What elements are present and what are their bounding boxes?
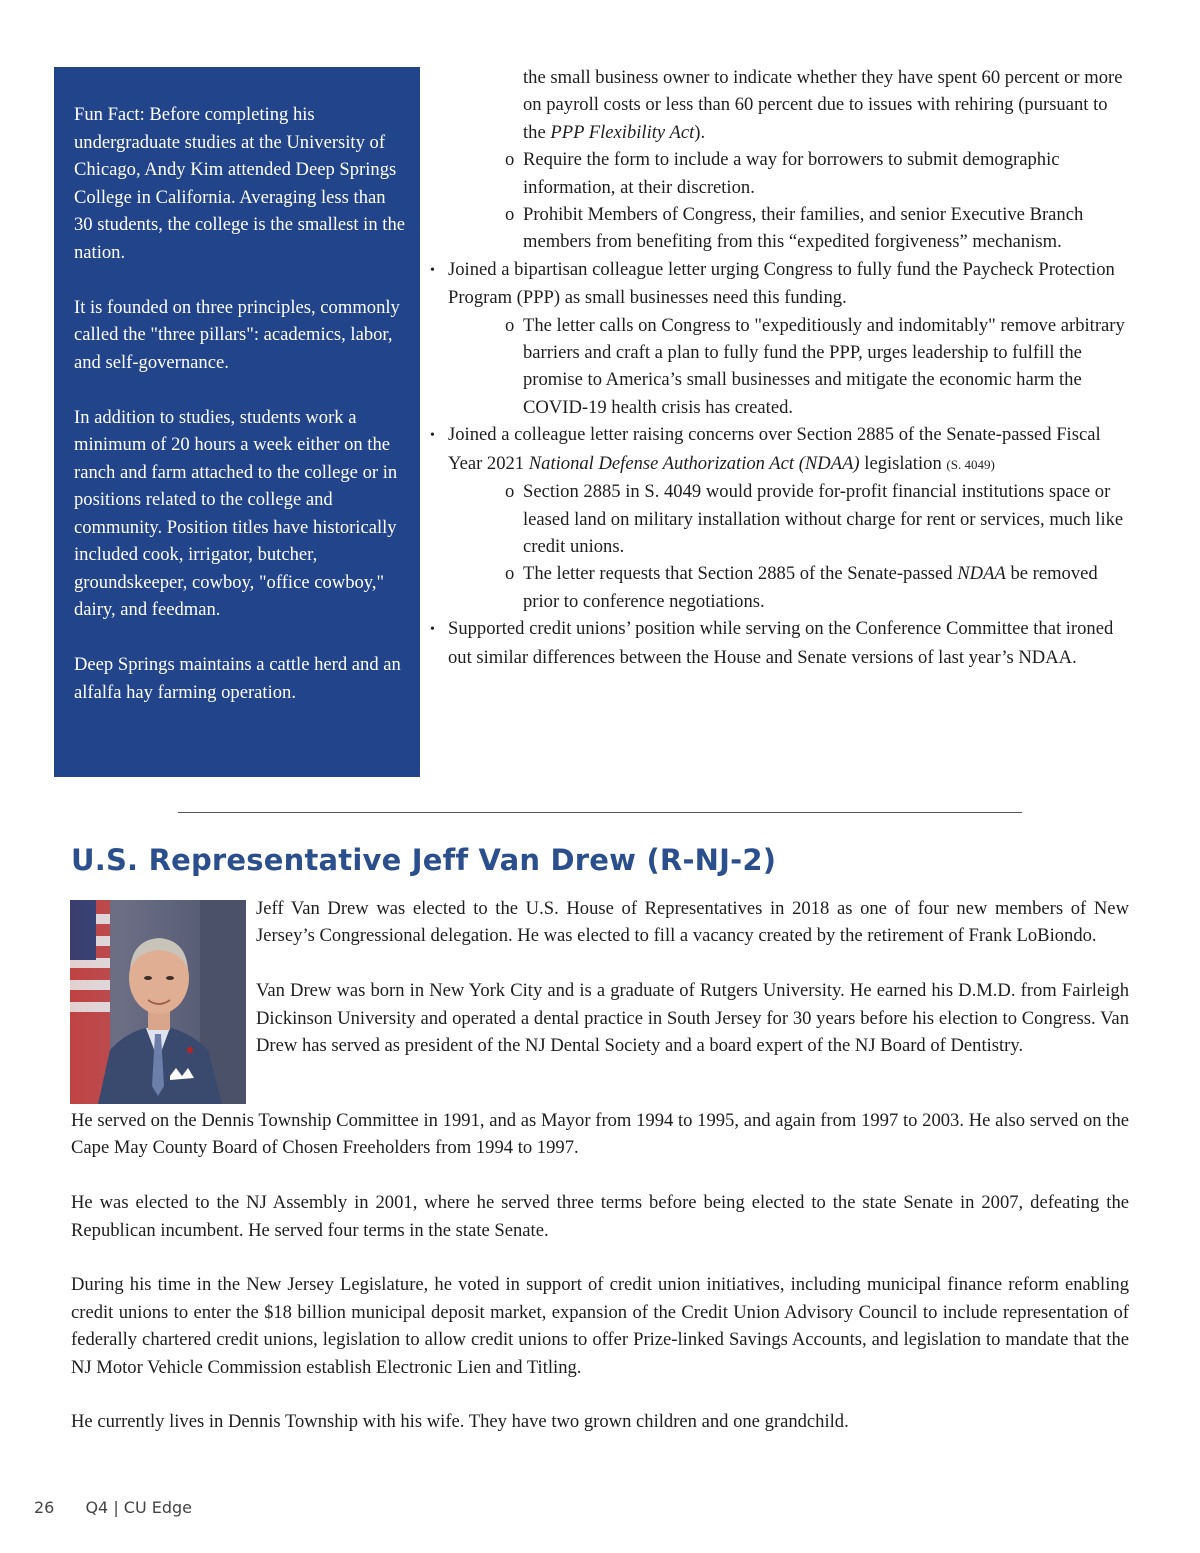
sidebar-paragraph: Deep Springs maintains a cattle herd and an alfalfa hay farming operation. <box>74 654 401 703</box>
bio-paragraph: Jeff Van Drew was elected to the U.S. House of Representatives in 2018 as one of four new members of New Jersey’s Congressional delegation. He was elected to fill a vacancy created by the retirement of Frank LoBiondo. <box>256 898 1129 947</box>
sidebar-paragraph: It is founded on three principles, commonly called the "three pillars": academics, labor, and self-governance. <box>74 296 400 373</box>
sub-bullet-text: the small business owner to indicate whether they have spent 60 percent or more on payroll costs or less than 60 percent due to issues with rehiring (pursuant to the <box>523 67 1123 143</box>
bullet-item <box>430 256 1130 312</box>
section-heading: U.S. Representative Jeff Van Drew (R-NJ-2) <box>71 843 777 877</box>
sub-bullet <box>430 560 1130 615</box>
sub-bullet-text: Section 2885 in S. 4049 would provide for-profit financial institutions space or leased land on military installation without charge for rent or services, much like credit unions. <box>523 481 1124 557</box>
sub-bullet-marker: o <box>505 563 515 585</box>
bullet-text: Supported credit unions’ position while serving on the Conference Committee that ironed out similar differences between the House and Senate versions of last year’s NDAA. <box>448 618 1114 668</box>
sub-bullet-marker: o <box>505 204 515 226</box>
sub-bullet-text: The letter requests that Section 2885 of the Senate-passed <box>523 563 958 585</box>
sub-bullet-text-end: ). <box>694 121 706 143</box>
bullet-italic: National Defense Authorization Act (NDAA) <box>528 452 860 474</box>
bullet-marker: • <box>430 622 435 638</box>
sidebar-paragraph: In addition to studies, students work a minimum of 20 hours a week either on the ranch and farm attached to the college or in positions related to the college and community. Position titles have historically included cook, irrigator, butcher, groundskeeper, cowboy, "office cowboy," dairy, and feedman. <box>74 406 398 620</box>
bullet-text: legislation <box>859 452 947 474</box>
sidebar-paragraph: Fun Fact: Before completing his undergraduate studies at the University of Chicago, Andy Kim attended Deep Springs College in California. Averaging less than 30 students, the college is the smallest in the nation. <box>74 104 406 263</box>
sub-bullet-text: Prohibit Members of Congress, their families, and senior Executive Branch members from benefiting from this “expedited forgiveness” mechanism. <box>523 204 1084 253</box>
publication-name: Q4 | CU Edge <box>85 1498 193 1517</box>
bullet-text: Joined a colleague letter raising concerns over Section 2885 of the Senate-passed Fiscal Year 2021 <box>448 424 1101 474</box>
sub-bullet-marker: o <box>505 481 515 503</box>
sub-bullet-text: be removed prior to conference negotiations. <box>523 563 1098 612</box>
fun-fact-sidebar <box>54 67 420 777</box>
sub-bullet <box>430 478 1130 560</box>
bullet-item <box>430 421 1130 478</box>
legislative-activity-list <box>430 64 1130 671</box>
sub-bullet <box>430 201 1130 256</box>
bullet-item <box>430 615 1130 671</box>
sub-bullet <box>430 312 1130 422</box>
sub-bullet-italic: NDAA <box>957 563 1006 585</box>
bullet-text: Joined a bipartisan colleague letter urging Congress to fully fund the Paycheck Protection Program (PPP) as small businesses need this funding. <box>448 258 1115 309</box>
bullet-marker: • <box>430 262 435 278</box>
sub-bullet-italic: PPP Flexibility Act <box>550 121 695 143</box>
portrait-spacer <box>71 895 256 1107</box>
profile-bio <box>71 895 1129 1463</box>
section-divider <box>178 812 1022 813</box>
bio-paragraph: During his time in the New Jersey Legislature, he voted in support of credit union initiatives, including municipal finance reform enabling credit unions to enter the $18 billion municipal deposit market, expansion of the Credit Union Advisory Council to include representation of federally chartered credit unions, legislation to allow credit unions to offer Prize-linked Savings Accounts, and legislation to mandate that the NJ Motor Vehicle Commission establish Electronic Lien and Titling. <box>71 1274 1129 1378</box>
sub-bullet-text: The letter calls on Congress to "expeditiously and indomitably" remove arbitrary barriers and craft a plan to fully fund the PPP, urges leadership to fulfill the promise to America’s small businesses and mitigate the economic harm the COVID-19 health crisis has created. <box>523 314 1125 418</box>
sub-bullet-marker: o <box>505 314 515 336</box>
sub-bullet-marker: o <box>505 149 515 171</box>
page-footer <box>34 1498 192 1517</box>
bio-paragraph: He was elected to the NJ Assembly in 2001, where he served three terms before being elected to the state Senate in 2007, defeating the Republican incumbent. He served four terms in the state Senate. <box>71 1192 1129 1241</box>
bio-paragraph: He served on the Dennis Township Committee in 1991, and as Mayor from 1994 to 1995, and again from 1997 to 2003. He also served on the Cape May County Board of Chosen Freeholders from 1994 to 1997. <box>71 1110 1129 1159</box>
bio-paragraph: Van Drew was born in New York City and is a graduate of Rutgers University. He earned his D.M.D. from Fairleigh Dickinson University and operated a dental practice in South Jersey for 30 years before his election to Congress. Van Drew has served as president of the NJ Dental Society and a board expert of the NJ Board of Dentistry. <box>256 980 1129 1057</box>
bio-paragraph: He currently lives in Dennis Township with his wife. They have two grown children and one grandchild. <box>71 1411 849 1433</box>
bill-number: (S. 4049) <box>946 456 995 472</box>
bullet-marker: • <box>430 428 435 444</box>
sub-bullet-continuation <box>430 64 1130 146</box>
sub-bullet-text: Require the form to include a way for borrowers to submit demographic information, at their discretion. <box>523 149 1060 198</box>
page-number: 26 <box>34 1498 55 1517</box>
sub-bullet <box>430 146 1130 201</box>
